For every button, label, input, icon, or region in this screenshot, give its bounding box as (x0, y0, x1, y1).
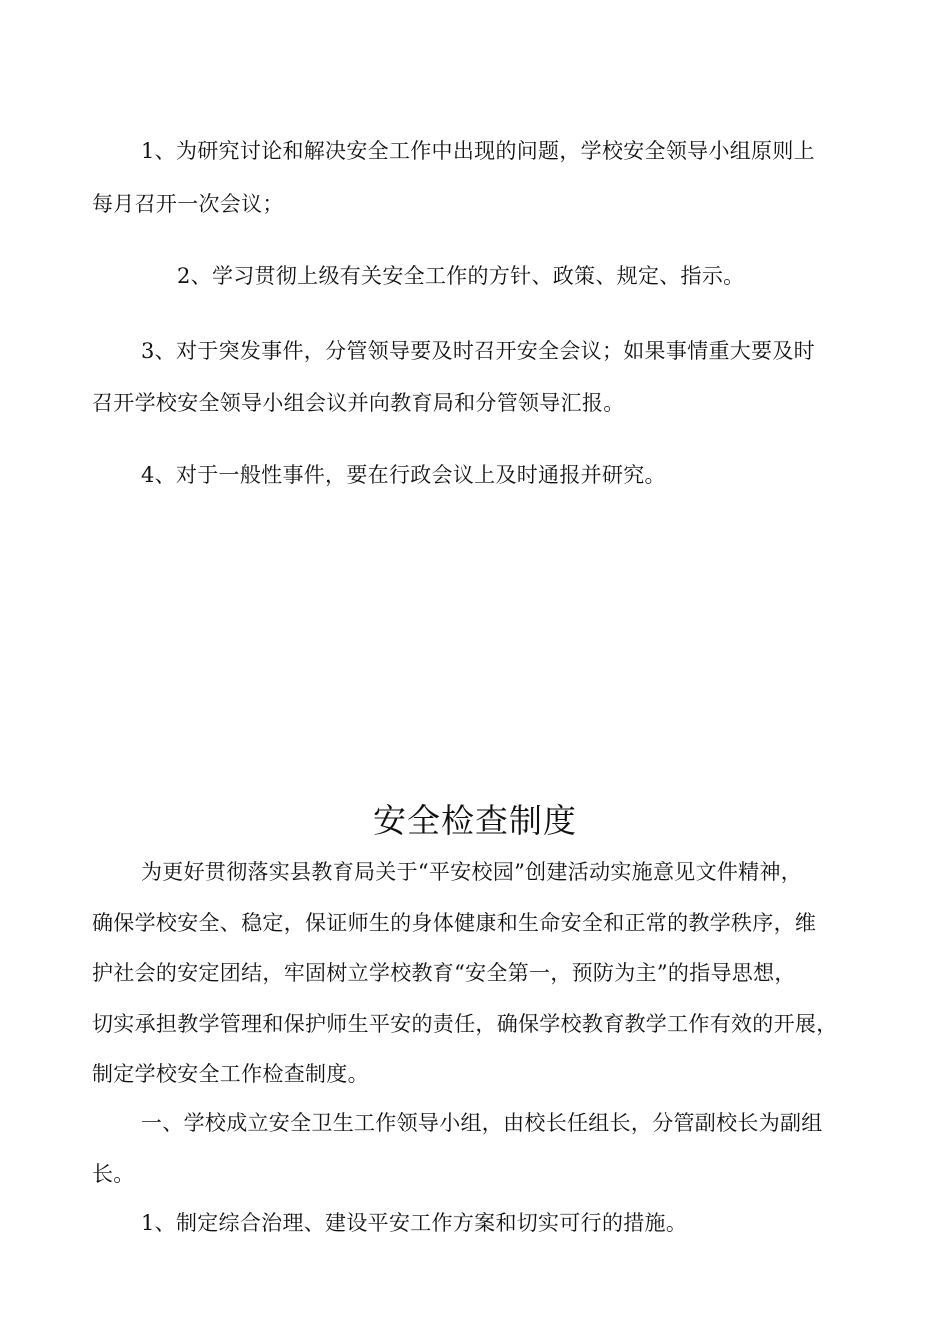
point1-line2: 长。 (92, 1162, 135, 1186)
point1-line1: 一、学校成立安全卫生工作领导小组，由校长任组长，分管副校长为副组 (141, 1111, 823, 1135)
intro-line4: 切实承担教学管理和保护师生平安的责任，确保学校教育教学工作有效的开展， (92, 1012, 838, 1036)
intro-line2: 确保学校安全、稳定，保证师生的身体健康和生命安全和正常的教学秩序，维 (92, 911, 817, 935)
item2: 2、学习贯彻上级有关安全工作的方针、政策、规定、指示。 (177, 264, 745, 288)
item1-line1: 1、为研究讨论和解决安全工作中出现的问题，学校安全领导小组原则上 (141, 139, 815, 163)
item3-line1: 3、对于突发事件，分管领导要及时召开安全会议；如果事情重大要及时 (141, 339, 815, 363)
item1-line2: 每月召开一次会议； (92, 192, 284, 216)
item4: 4、对于一般性事件，要在行政会议上及时通报并研究。 (141, 463, 666, 487)
intro-line3: 护社会的安定团结，牢固树立学校教育“安全第一，预防为主”的指导思想， (92, 961, 796, 985)
intro-line1: 为更好贯彻落实县教育局关于“平安校园”创建活动实施意见文件精神， (141, 860, 803, 884)
item3-line2: 召开学校安全领导小组会议并向教育局和分管领导汇报。 (92, 391, 625, 415)
sub-item1: 1、制定综合治理、建设平安工作方案和切实可行的措施。 (141, 1211, 688, 1235)
intro-line5: 制定学校安全工作检查制度。 (92, 1062, 369, 1086)
section-title: 安全检查制度 (373, 801, 577, 840)
